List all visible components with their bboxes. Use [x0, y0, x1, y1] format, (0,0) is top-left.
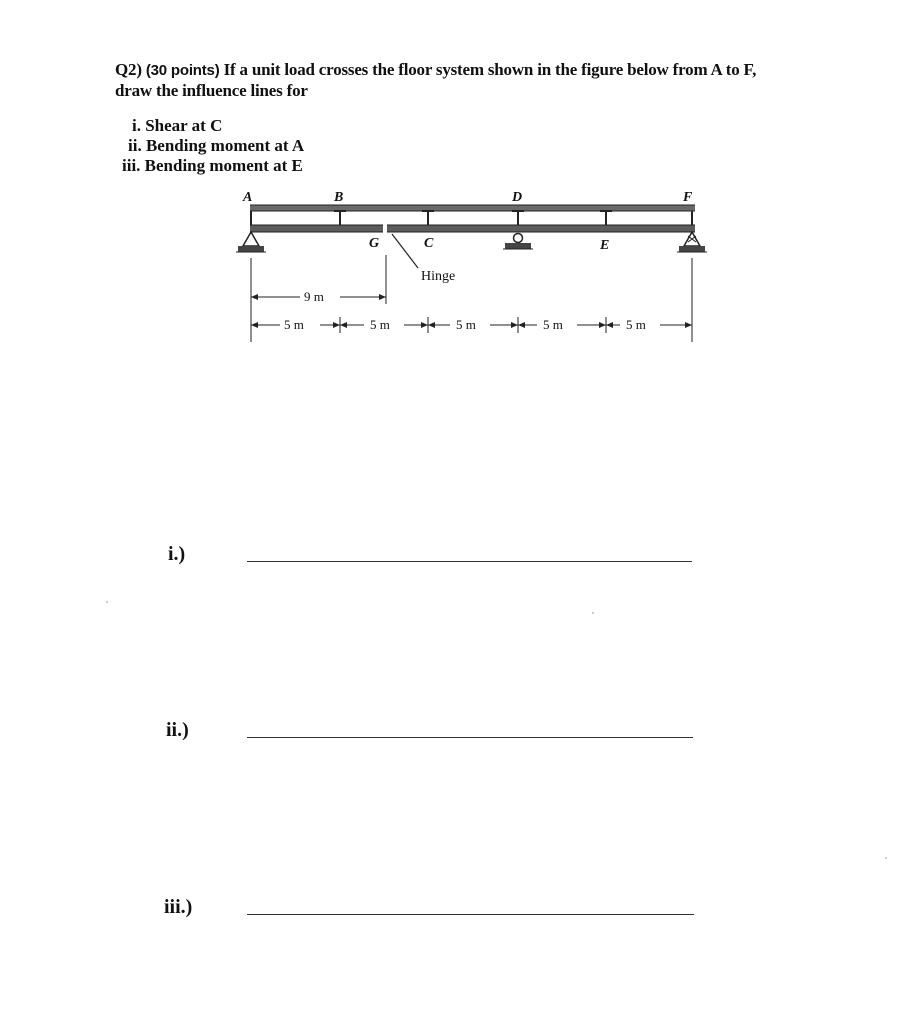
support-D-roller	[503, 234, 533, 250]
question-number: Q2)	[115, 60, 142, 79]
girder	[250, 225, 695, 232]
label-G: G	[369, 236, 380, 251]
dim-span-5: 5 m	[626, 317, 646, 332]
answer-line-iii[interactable]	[247, 914, 694, 915]
part-ii: ii. Bending moment at A	[128, 136, 305, 155]
stringer	[250, 205, 695, 211]
scan-speck	[885, 857, 887, 859]
support-F-pin	[677, 232, 707, 252]
support-A-pin	[236, 232, 266, 252]
label-D: D	[512, 190, 523, 205]
answer-line-i[interactable]	[247, 561, 692, 562]
answer-label-i: i.)	[168, 543, 186, 565]
floor-system-figure	[0, 0, 922, 360]
answer-label-ii: ii.)	[166, 719, 189, 741]
dim-span-3: 5 m	[456, 317, 476, 332]
label-F: F	[683, 190, 693, 205]
dim-span-4: 5 m	[543, 317, 563, 332]
label-hinge: Hinge	[421, 269, 456, 284]
part-iii: iii. Bending moment at E	[122, 156, 303, 175]
floor-beams	[251, 211, 692, 225]
question-line-2: draw the influence lines for	[115, 81, 308, 100]
part-i: i. Shear at C	[132, 116, 223, 135]
label-A: A	[243, 190, 253, 205]
scan-speck	[592, 612, 594, 614]
scan-speck	[106, 601, 108, 603]
answer-line-ii[interactable]	[247, 737, 693, 738]
question-statement: If a unit load crosses the floor system shown in the figure below from A to F,	[223, 60, 757, 79]
label-E: E	[600, 238, 610, 253]
dim-span-2: 5 m	[370, 317, 390, 332]
label-C: C	[424, 236, 434, 251]
answer-label-iii: iii.)	[164, 896, 193, 918]
dim-9m: 9 m	[304, 289, 324, 304]
question-points: (30 points)	[145, 62, 220, 79]
label-B: B	[334, 190, 344, 205]
dim-span-1: 5 m	[284, 317, 304, 332]
